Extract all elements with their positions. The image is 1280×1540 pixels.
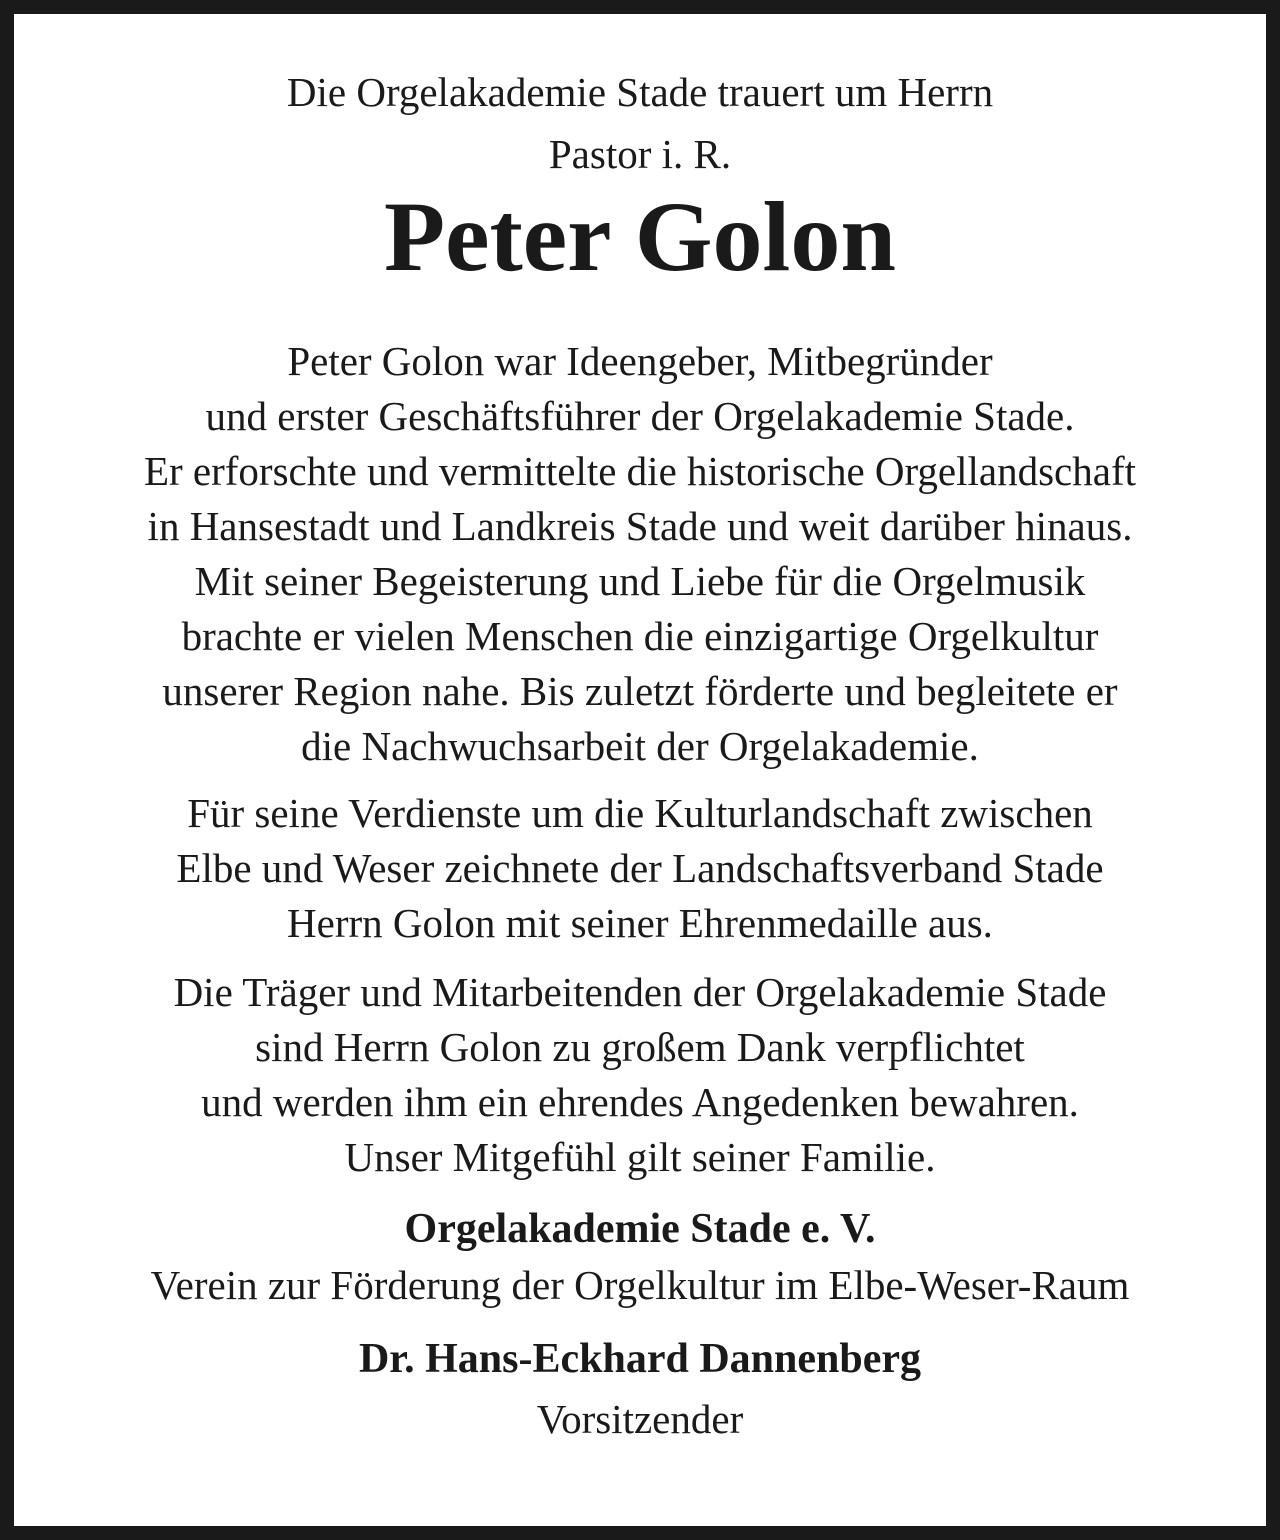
text-line: Für seine Verdienste um die Kulturlandschaft zwischen	[187, 790, 1093, 836]
text-line: Unser Mitgefühl gilt seiner Familie.	[344, 1134, 936, 1180]
text-line: Die Träger und Mitarbeitenden der Orgelakademie Stade	[173, 969, 1107, 1015]
text-line: Peter Golon war Ideengeber, Mitbegründer	[287, 338, 993, 384]
text-line: brachte er vielen Menschen die einzigartige Orgelkultur	[181, 613, 1099, 659]
text-line: Mit seiner Begeisterung und Liebe für die Orgelmusik	[194, 558, 1086, 604]
organization-subtitle: Verein zur Förderung der Orgelkultur im Elbe-Weser-Raum	[150, 1262, 1130, 1308]
text-line: und erster Geschäftsführer der Orgelakademie Stade.	[205, 393, 1075, 439]
paragraph-gratitude	[14, 965, 1266, 1185]
signer-role: Vorsitzender	[536, 1396, 744, 1442]
text-line: in Hansestadt und Landkreis Stade und weit darüber hinaus.	[147, 503, 1133, 549]
text-line: Herrn Golon mit seiner Ehrenmedaille aus.	[287, 900, 993, 946]
organization-name: Orgelakademie Stade e. V.	[404, 1206, 876, 1252]
paragraph-biography	[14, 334, 1266, 774]
notice-content	[14, 14, 1266, 1526]
paragraph-honors	[14, 786, 1266, 951]
deceased-name: Peter Golon	[384, 181, 896, 292]
text-line: und werden ihm ein ehrendes Angedenken bewahren.	[201, 1079, 1079, 1125]
signer-name: Dr. Hans-Eckhard Dannenberg	[358, 1336, 922, 1382]
text-line: Elbe und Weser zeichnete der Landschaftsverband Stade	[176, 845, 1104, 891]
text-line: Er erforschte und vermittelte die historische Orgellandschaft	[143, 448, 1136, 494]
text-line: sind Herrn Golon zu großem Dank verpflichtet	[255, 1024, 1025, 1070]
intro-line: Die Orgelakademie Stade trauert um Herrn	[286, 69, 994, 115]
title-prefix: Pastor i. R.	[548, 131, 732, 177]
text-line: unserer Region nahe. Bis zuletzt förderte und begleitete er	[162, 668, 1118, 714]
text-line: die Nachwuchsarbeit der Orgelakademie.	[301, 723, 979, 769]
